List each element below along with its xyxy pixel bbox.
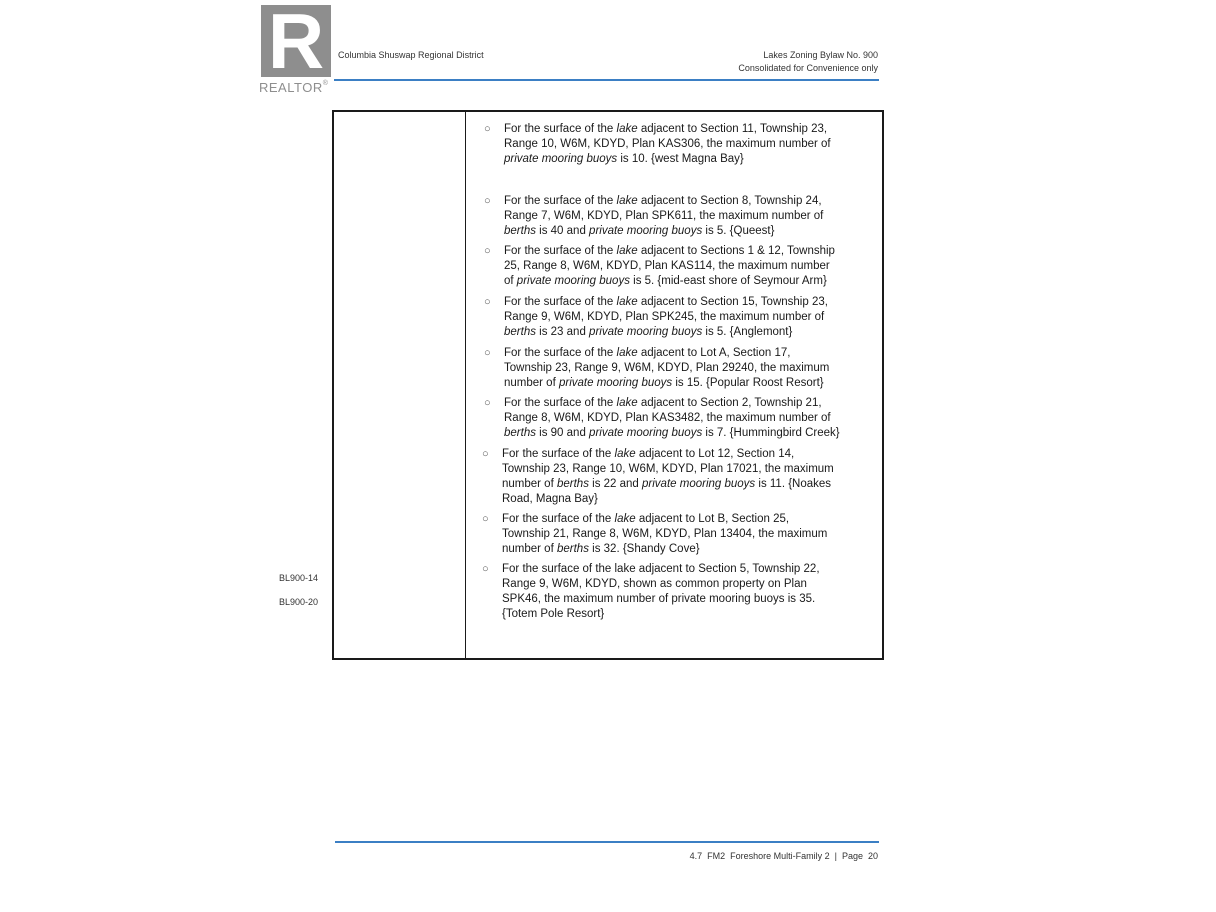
- registered-mark: ®: [322, 80, 329, 87]
- regulation-item: [484, 396, 840, 441]
- regulation-line: For the surface of the lake adjacent to Lot 12, Section 14,: [502, 448, 795, 460]
- header-organization: Columbia Shuswap Regional District: [338, 50, 484, 60]
- bullet-icon: ○: [484, 123, 491, 135]
- bullet-icon: ○: [484, 397, 491, 409]
- header-rule: [334, 79, 879, 81]
- regulation-item: [484, 295, 828, 340]
- regulation-line: berths is 40 and private mooring buoys is 5. {Queest}: [504, 224, 775, 237]
- regulation-line: number of private mooring buoys is 15. {Popular Roost Resort}: [504, 376, 824, 389]
- regulation-item: [482, 562, 820, 622]
- regulation-line: For the surface of the lake adjacent to Lot A, Section 17,: [504, 347, 791, 359]
- regulation-item: [484, 194, 824, 239]
- regulation-line: For the surface of the lake adjacent to Lot B, Section 25,: [502, 513, 790, 525]
- regulation-line: SPK46, the maximum number of private mooring buoys is 35.: [502, 592, 816, 605]
- regulation-line: Township 21, Range 8, W6M, KDYD, Plan 13404, the maximum: [502, 527, 828, 540]
- regulation-line: number of berths is 22 and private mooring buoys is 11. {Noakes: [502, 477, 832, 490]
- regulation-line: For the surface of the lake adjacent to Section 15, Township 23,: [504, 296, 828, 308]
- regulation-line: 25, Range 8, W6M, KDYD, Plan KAS114, the maximum number: [504, 259, 830, 272]
- margin-note-bl900-20: BL900-20: [279, 597, 319, 607]
- regulation-line: For the surface of the lake adjacent to Section 11, Township 23,: [504, 123, 828, 135]
- regulation-line: number of berths is 32. {Shandy Cove}: [502, 542, 700, 555]
- regulation-line: {Totem Pole Resort}: [502, 607, 605, 620]
- realtor-logo-box: [261, 0, 331, 85]
- regulation-item: [482, 447, 834, 507]
- regulation-line: Range 10, W6M, KDYD, Plan KAS306, the maximum number of: [504, 137, 831, 150]
- table-column-divider: [465, 112, 466, 658]
- realtor-logo: [259, 0, 339, 95]
- regulation-line: For the surface of the lake adjacent to Section 8, Township 24,: [504, 195, 822, 207]
- regulation-line: private mooring buoys is 10. {west Magna Bay}: [504, 152, 744, 165]
- bullet-icon: ○: [484, 245, 491, 257]
- regulation-line: Road, Magna Bay}: [502, 492, 598, 505]
- footer-rule: [335, 841, 879, 843]
- header-bylaw-info: [738, 49, 878, 74]
- bullet-icon: ○: [482, 513, 489, 525]
- bullet-icon: ○: [484, 195, 491, 207]
- regulation-line: For the surface of the lake adjacent to Sections 1 & 12, Township: [504, 245, 835, 257]
- header-consolidated-note: Consolidated for Convenience only: [738, 62, 878, 73]
- regulation-line: Range 8, W6M, KDYD, Plan KAS3482, the maximum number of: [504, 411, 831, 424]
- footer-section-page: 4.7 FM2 Foreshore Multi-Family 2 | Page 20: [689, 851, 878, 861]
- regulation-item: [484, 122, 831, 167]
- bullet-icon: ○: [482, 448, 489, 460]
- regulation-line: For the surface of the lake adjacent to Section 2, Township 21,: [504, 397, 822, 409]
- regulation-item: [482, 512, 828, 557]
- regulation-line: Township 23, Range 10, W6M, KDYD, Plan 17021, the maximum: [502, 462, 834, 475]
- regulation-line: berths is 23 and private mooring buoys is 5. {Anglemont}: [504, 325, 793, 338]
- header-bylaw-title: Lakes Zoning Bylaw No. 900: [763, 50, 878, 60]
- regulation-line: berths is 90 and private mooring buoys is 7. {Hummingbird Creek}: [504, 426, 840, 439]
- realtor-logo-letter: R: [267, 0, 325, 85]
- bullet-icon: ○: [484, 347, 491, 359]
- bullet-icon: ○: [484, 296, 491, 308]
- realtor-logo-word: REALTOR: [259, 80, 323, 95]
- regulation-line: Township 23, Range 9, W6M, KDYD, Plan 29240, the maximum: [504, 361, 830, 374]
- regulation-line: For the surface of the lake adjacent to Section 5, Township 22,: [502, 563, 820, 575]
- regulation-item: [484, 244, 835, 289]
- regulation-line: Range 9, W6M, KDYD, Plan SPK245, the maximum number of: [504, 310, 825, 323]
- regulation-line: Range 7, W6M, KDYD, Plan SPK611, the maximum number of: [504, 209, 824, 222]
- regulation-line: Range 9, W6M, KDYD, shown as common property on Plan: [502, 577, 807, 590]
- margin-note-bl900-14: BL900-14: [279, 573, 319, 583]
- regulation-line: of private mooring buoys is 5. {mid-east shore of Seymour Arm}: [504, 274, 827, 287]
- bullet-icon: ○: [482, 563, 489, 575]
- realtor-logo-text: [259, 80, 328, 95]
- regulation-item: [484, 346, 830, 391]
